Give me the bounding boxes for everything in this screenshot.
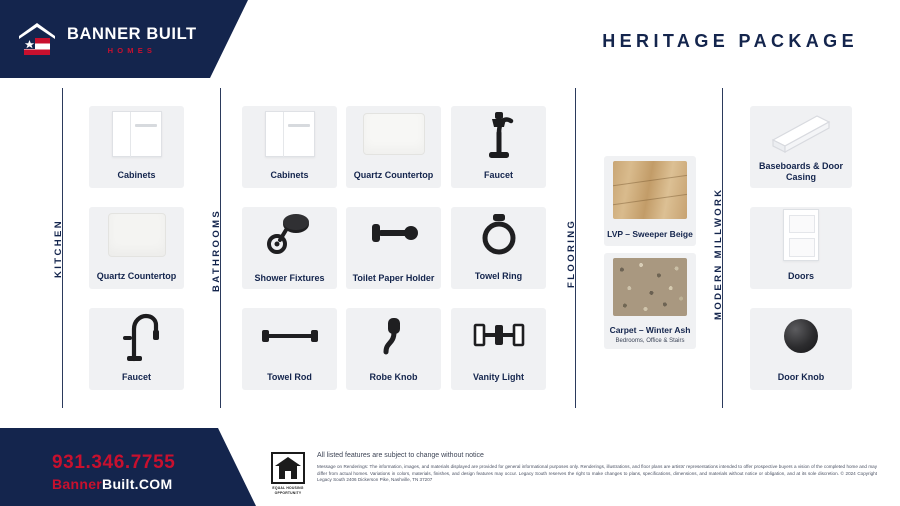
item-card-baseboards[interactable] bbox=[750, 106, 852, 188]
item-caption: Shower Fixtures bbox=[254, 273, 325, 283]
item-caption: Towel Ring bbox=[474, 271, 523, 281]
item-caption: Door Knob bbox=[777, 372, 825, 382]
item-card-toilet-paper-holder[interactable] bbox=[346, 207, 441, 289]
item-card-kitchen-quartz[interactable] bbox=[89, 207, 184, 289]
item-caption: Cabinets bbox=[117, 170, 156, 180]
vanity-light-icon bbox=[451, 308, 546, 364]
interior-door-icon bbox=[750, 207, 852, 263]
carpet-swatch-icon bbox=[604, 253, 696, 321]
phone-number[interactable]: 931.346.7755 bbox=[52, 452, 176, 473]
brand-logo bbox=[16, 19, 197, 59]
header bbox=[0, 0, 900, 78]
item-card-towel-rod[interactable] bbox=[242, 308, 337, 390]
item-card-door-knob[interactable] bbox=[750, 308, 852, 390]
page-title: HERITAGE PACKAGE bbox=[602, 31, 858, 51]
lvp-swatch-icon bbox=[604, 156, 696, 224]
robe-knob-icon bbox=[346, 308, 441, 364]
item-caption: Vanity Light bbox=[472, 372, 524, 382]
item-card-bath-faucet[interactable] bbox=[451, 106, 546, 188]
countertop-icon bbox=[346, 106, 441, 162]
website-brand-second: Built bbox=[102, 476, 135, 492]
item-caption: Quartz Countertop bbox=[353, 170, 434, 180]
item-card-vanity-light[interactable] bbox=[451, 308, 546, 390]
door-knob-icon bbox=[750, 308, 852, 364]
brand-wordmark bbox=[67, 24, 197, 54]
website-url[interactable] bbox=[52, 476, 172, 492]
package-contents bbox=[0, 78, 900, 428]
item-caption: Toilet Paper Holder bbox=[352, 273, 435, 283]
item-caption: Cabinets bbox=[270, 170, 309, 180]
bath-faucet-icon bbox=[451, 106, 546, 162]
item-caption: Faucet bbox=[121, 372, 151, 382]
item-caption: Doors bbox=[787, 271, 814, 281]
website-brand: Banner bbox=[52, 476, 103, 492]
item-caption: Quartz Countertop bbox=[96, 271, 177, 281]
item-subcaption: Bedrooms, Office & Stairs bbox=[615, 338, 685, 344]
item-card-bath-quartz[interactable] bbox=[346, 106, 441, 188]
section-label-flooring: FLOORING bbox=[566, 218, 577, 288]
brand-name: BANNER BUILT bbox=[67, 25, 197, 43]
brand-tagline: HOMES bbox=[107, 45, 157, 55]
item-caption: Robe Knob bbox=[369, 372, 418, 382]
cabinet-icon bbox=[89, 106, 184, 162]
cabinet-icon bbox=[242, 106, 337, 162]
item-card-shower-fixtures[interactable] bbox=[242, 207, 337, 289]
countertop-icon bbox=[89, 207, 184, 263]
house-flag-logo-icon bbox=[16, 19, 58, 59]
item-card-kitchen-cabinets[interactable] bbox=[89, 106, 184, 188]
shower-head-icon bbox=[242, 207, 337, 263]
section-label-kitchen: KITCHEN bbox=[53, 218, 64, 278]
baseboard-trim-icon bbox=[750, 106, 852, 162]
website-suffix: .COM bbox=[134, 476, 173, 492]
item-caption: Towel Rod bbox=[267, 372, 312, 382]
kitchen-faucet-icon bbox=[89, 308, 184, 364]
equal-housing-opportunity-icon bbox=[266, 452, 310, 495]
item-card-carpet[interactable] bbox=[604, 253, 696, 349]
item-caption: Carpet – Winter Ash bbox=[609, 325, 691, 335]
towel-rod-icon bbox=[242, 308, 337, 364]
towel-ring-icon bbox=[451, 207, 546, 263]
item-card-doors[interactable] bbox=[750, 207, 852, 289]
item-card-robe-knob[interactable] bbox=[346, 308, 441, 390]
section-label-bathrooms: BATHROOMS bbox=[211, 208, 222, 292]
item-caption: Baseboards & Door Casing bbox=[758, 161, 844, 182]
eho-caption: EQUAL HOUSING OPPORTUNITY bbox=[272, 486, 304, 495]
item-card-bath-cabinets[interactable] bbox=[242, 106, 337, 188]
item-caption: Faucet bbox=[483, 170, 513, 180]
item-caption: LVP – Sweeper Beige bbox=[607, 229, 693, 239]
paper-holder-icon bbox=[346, 207, 441, 263]
disclaimer-title: All listed features are subject to change without notice bbox=[317, 452, 484, 459]
item-card-lvp[interactable] bbox=[604, 156, 696, 246]
item-card-towel-ring[interactable] bbox=[451, 207, 546, 289]
item-card-kitchen-faucet[interactable] bbox=[89, 308, 184, 390]
section-label-millwork: MODERN MILLWORK bbox=[713, 187, 724, 320]
disclaimer-body: Message on Renderings: The information, images, and materials displayed are provided for general informational purposes only. Renderings, illustrations, and floor plans are artists' representations intended to offer prospective buyers a vision of the completed home and may differ from actual homes. Variations in colors, materials, finishes, and design features may occur. Legacy South reserves the right to make changes to plans, specifications, dimensions, and materials without notice or obligation, and at its sole discretion. © 2024 Copyright Legacy South 2406 Dickerson Pike, Nashville, TN 37207 bbox=[317, 464, 877, 483]
